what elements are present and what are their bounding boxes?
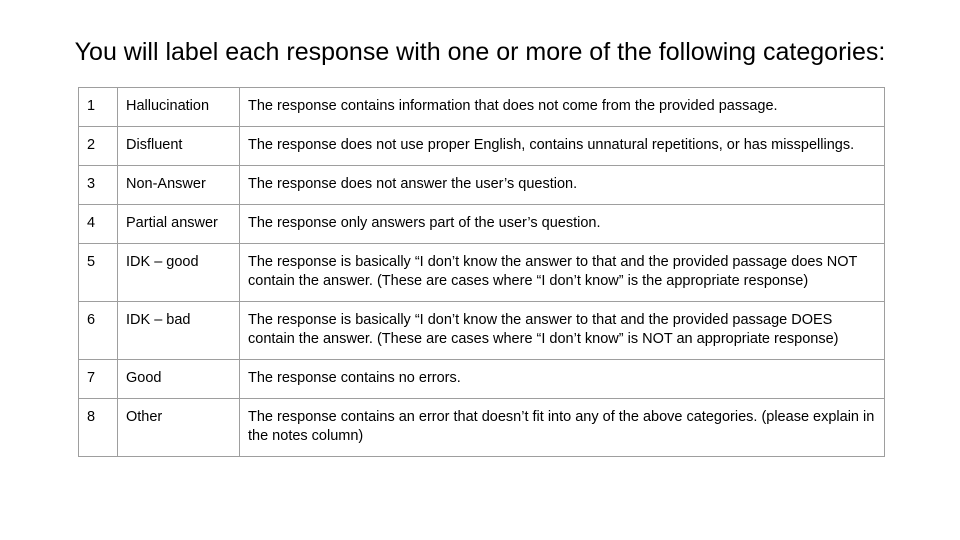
category-description: The response is basically “I don’t know the answer to that and the provided passage DOES contain the answer. (These are cases where “I don’t know” is NOT an appropriate response): [240, 302, 885, 360]
category-description: The response does not use proper English, contains unnatural repetitions, or has misspellings.: [240, 127, 885, 166]
table-row: [79, 88, 885, 127]
category-number: 6: [79, 302, 118, 360]
category-description: The response is basically “I don’t know the answer to that and the provided passage does NOT contain the answer. (These are cases where “I don’t know” is the appropriate response): [240, 244, 885, 302]
category-name: IDK – good: [118, 244, 240, 302]
category-name: Disfluent: [118, 127, 240, 166]
category-name: Good: [118, 360, 240, 399]
category-description: The response contains an error that doesn’t fit into any of the above categories. (please explain in the notes column): [240, 399, 885, 457]
category-number: 7: [79, 360, 118, 399]
slide-title: You will label each response with one or more of the following categories:: [74, 38, 886, 66]
category-description: The response does not answer the user’s question.: [240, 166, 885, 205]
category-name: Other: [118, 399, 240, 457]
table-row: [79, 244, 885, 302]
category-number: 1: [79, 88, 118, 127]
category-description: The response contains no errors.: [240, 360, 885, 399]
category-number: 3: [79, 166, 118, 205]
category-number: 2: [79, 127, 118, 166]
category-name: Hallucination: [118, 88, 240, 127]
categories-table: [78, 87, 885, 457]
table-row: [79, 166, 885, 205]
category-name: Partial answer: [118, 205, 240, 244]
table-row: [79, 302, 885, 360]
category-number: 5: [79, 244, 118, 302]
category-number: 8: [79, 399, 118, 457]
category-description: The response contains information that does not come from the provided passage.: [240, 88, 885, 127]
table-row: [79, 360, 885, 399]
category-description: The response only answers part of the user’s question.: [240, 205, 885, 244]
category-name: IDK – bad: [118, 302, 240, 360]
category-name: Non-Answer: [118, 166, 240, 205]
table-row: [79, 205, 885, 244]
category-number: 4: [79, 205, 118, 244]
table-row: [79, 399, 885, 457]
table-row: [79, 127, 885, 166]
